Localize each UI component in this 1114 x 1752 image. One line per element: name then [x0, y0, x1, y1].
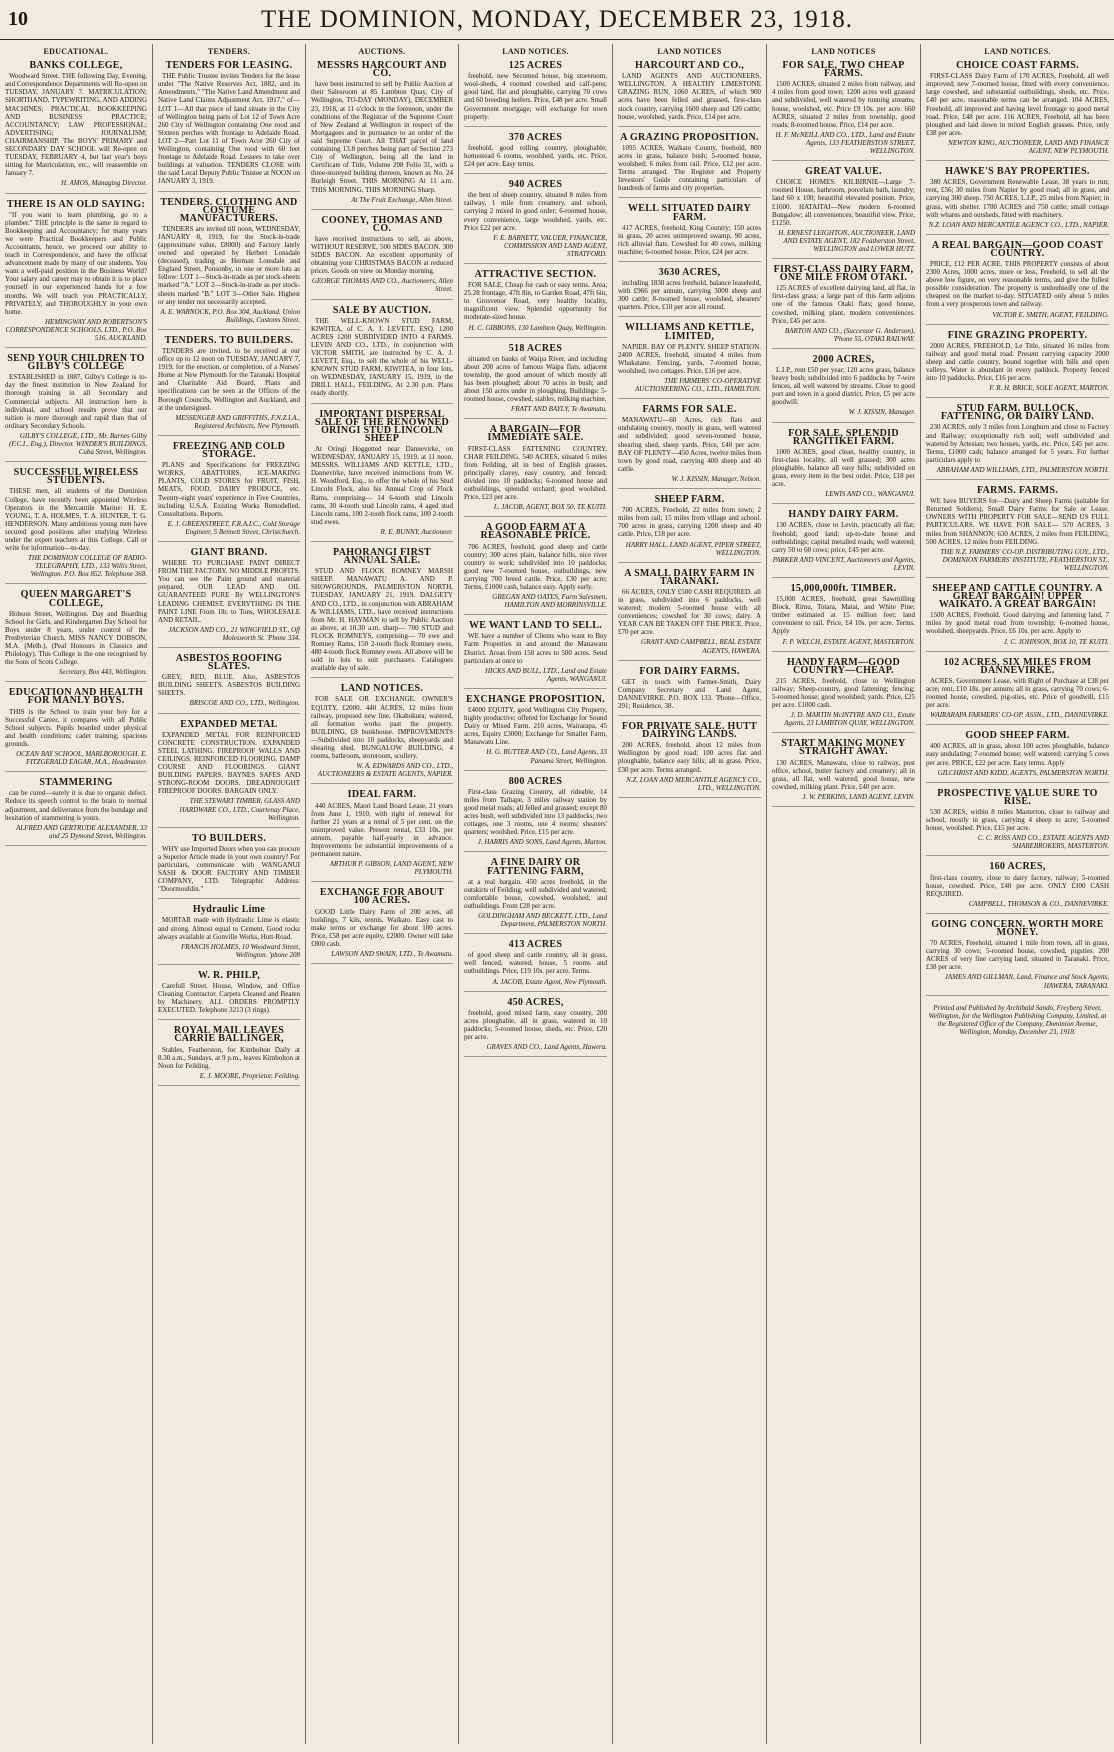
- column-heading: LAND NOTICES: [811, 47, 876, 56]
- ad-body: the best of sheep country, situated 8 miles from railway, 1 mile from creamery, and school, carrying 2 mixed in good order; 6-roomed house, every convenience, large woolshed, yards, etc. Price £22 per acre.: [464, 191, 607, 232]
- column-heading: EDUCATIONAL.: [43, 47, 109, 56]
- column-heading: AUCTIONS.: [358, 47, 406, 56]
- ad-title: A REAL BARGAIN—GOOD COAST COUNTRY.: [931, 239, 1104, 259]
- ad-title: HANDY DAIRY FARM.: [788, 509, 899, 521]
- ad-title: BANKS COLLEGE,: [29, 60, 123, 72]
- ad-body: 130 ACRES, close to Levin, practically all flat; freehold; good land; up-to-date house and outbuildings; capital metalled roads; well watered; carry 50 to 60 cows; price, £45 per acre.: [772, 521, 915, 554]
- ad-body: ESTABLISHED in 1887, Gilby's College is to-day the finest institution in New Zealand for thorough training in all Secondary and Commercial subjects. All instruction here is individual, and school results prove that our tuition is more thorough and rapid than that of ordinary Secondary Schools.: [5, 373, 147, 430]
- ad-signature: H. F. McNEILL AND CO., LTD., Land and Estate Agents, 133 FEATHERSTON STREET, WELLINGTON.: [775, 130, 915, 156]
- ad-body: 440 ACRES, Maori Land Board Lease, 21 years from June 1, 1910, with right of renewal for further 21 years at a rental of 5 per cent. on the unimproved value. Present rental, £33 10s. per annum, payable half-yearly in advance. Improvements for substantial improvements of a permanent nature.: [311, 801, 453, 859]
- ad-signature: F. R. H. BRICE, SOLE AGENT, MARTON.: [989, 384, 1109, 393]
- ad-body: LAND AGENTS AND AUCTIONEERS, WELLINGTON. A HEALTHY LIMESTONE GRAZING RUN. 1060 ACRES, of which 900 acres have been felled and grassed, first-class stock country, carrying 1600 sheep and 120 cattle; house, woolshed, yards. Price, £14 per acre.: [618, 72, 761, 121]
- ad-signature: J. D. MARTIN McINTYRE AND CO., Estate Agents, 23 LAMBTON QUAY, WELLINGTON.: [784, 711, 915, 728]
- ad-body: TENDERS are invited, to be received at our office up to 12 noon on TUESDAY, JANUARY 7, 1919, for the erection, or completion, of a Nurses' Home at New Plymouth for the Taranaki Hospital and Charitable Aid Board. Plans and specifications can be seen at the Offices of the Borough Councils, Wellington and Auckland, and at the undersigned.: [158, 347, 300, 412]
- advertisement: [464, 181, 607, 264]
- ad-signature: HARRY HALL, LAND AGENT, PIPER STREET, WELLINGTON.: [625, 540, 761, 557]
- ad-title: QUEEN MARGARET'S COLLEGE,: [20, 589, 132, 609]
- ad-title: MESSRS HARCOURT AND CO.: [317, 60, 447, 80]
- advertisement: [158, 196, 300, 330]
- ad-body: FOR SALE, Cheap for cash or easy terms. Area, 25.28 frontage, 47ft 8in, to Garden Road, 47ft 6in, to Grosvenor Road, very healthy locality, magnificent view. Splendid opportunity for moderate-sized house.: [464, 281, 607, 322]
- advertisement: [618, 62, 761, 127]
- ad-signature: JAMES AND GILLMAN, Land, Finance and Stock Agents, HAWERA, TARANAKI.: [944, 973, 1109, 990]
- ad-body: 125 ACRES of excellent dairying land, all flat, in first-class grass; a large part of this farm adjoins one of the famous Otaki flats; good house, cowshed, milking plant, modern conveniences. Price, £45 per acre.: [772, 284, 915, 325]
- ad-body: 130 ACRES, Manawatu, close to railway, post office, school, butter factory and creamery; all in grass, all flat, well watered; good house, new cowshed, milking plant. Price, £40 per acre.: [772, 758, 915, 791]
- advertisement: [158, 62, 300, 191]
- advertisement: [5, 355, 147, 462]
- advertisement: [926, 168, 1109, 235]
- ad-title: IDEAL FARM.: [347, 789, 417, 801]
- ad-title: WE WANT LAND TO SELL.: [468, 620, 603, 632]
- advertisement: [464, 859, 607, 934]
- advertisement: [618, 723, 761, 798]
- advertisement: [464, 941, 607, 991]
- ad-title: IMPORTANT DISPERSAL SALE OF THE RENOWNED ORINGI STUD LINCOLN SHEEP: [314, 408, 450, 444]
- ad-title: 2000 ACRES,: [812, 353, 875, 365]
- ad-title: SHEEP AND CATTLE COUNTRY. A GREAT BARGAIN! UPPER WAIKATO. A GREAT BARGAIN!: [932, 582, 1103, 611]
- ad-signature: H. C. GIBBONS, 130 Lambton Quay, Wellington.: [468, 323, 607, 332]
- advertisement: [926, 62, 1109, 161]
- ad-body: 380 ACRES, Government Renewable Lease, 38 years to run; rent, £56; 30 miles from Napier by good road; all in grass, and carrying 300 sheep. 750 ACRES, L.I.P., 25 miles from Napier; in grass, with shelter. 1780 ACRES and 750 cattle; small cottage with whares and outsheds, fitted with machinery.: [926, 178, 1109, 219]
- ad-body: have received instructions to sell, as above, WITHOUT RESERVE, 500 SIDES BACON. 300 SIDES BACON. An excellent opportunity of obtaining your CHRISTMAS BACON at reduced prices. Goods on view on Monday morning.: [311, 234, 453, 276]
- ad-signature: NEWTON KING, AUCTIONEER, LAND AND FINANCE AGENT, NEW PLYMOUTH.: [948, 138, 1109, 156]
- ad-body: NAPIER. BAY OF PLENTY. SHEEP STATION. 2400 ACRES, freehold, situated 4 miles from Whakatane. Fencing, yards, 7-roomed house, woolshed, two cottages. Price, £16 per acre.: [618, 342, 761, 375]
- ad-body: ACRES, Government Lease, with Right of Purchase at £38 per acre; rent, £10 18s. per annum; all in grass, carrying 70 cows; 6-roomed house, cowshed, pig-sties, etc. Price of goodwill, £15 per acre.: [926, 676, 1109, 710]
- ad-title: 160 ACRES,: [989, 861, 1046, 873]
- ad-body: freehold, good mixed farm, easy country, 200 acres ploughable, all in grass, watered in 10 paddocks; 5-roomed house, sheds, etc. Price, £20 per acre.: [464, 1008, 607, 1041]
- advertisement: [158, 718, 300, 828]
- ad-title: FOR DAIRY FARMS.: [639, 665, 740, 677]
- advertisement: [926, 239, 1109, 325]
- ad-signature: J. C. JOHNSON, BOX 10, TE KUITI.: [1003, 637, 1109, 646]
- ad-body: situated on banks of Waipa River, and including about 200 acres of famous Waipa flats, adjacent township, the good amount of which mostly all has been ploughed; about 70 acres in bush; and about 150 acres under in ploughing. Buildings: 5-roomed house, cowshed, stables, milking machine.: [464, 354, 607, 404]
- ad-body: WE have BUYERS for—Dairy and Sheep Farms (suitable for Returned Soldiers), Small Dairy Farms for Sale or Lease. OWNERS WITH PROPERTY FOR SALE—SEND US FULL PARTICULARS. WE HAVE FOR SALE— 570 ACRES, 3 miles from SHANNON; 630 ACRES, 2 miles from FEILDING; 500 ACRES, 12 miles from FEILDING.: [926, 497, 1109, 546]
- advertisement: [158, 440, 300, 542]
- advertisement: [772, 740, 915, 807]
- ad-title: FARMS. FARMS.: [976, 485, 1059, 497]
- ad-signature: W. J. KISSIN, Manager.: [848, 408, 915, 417]
- advertisement: [464, 426, 607, 517]
- ad-title: WILLIAMS AND KETTLE, LIMITED,: [624, 322, 755, 342]
- advertisement: [618, 324, 761, 399]
- advertisement: [772, 266, 915, 349]
- column-heading: TENDERS.: [207, 47, 251, 56]
- column-heading: LAND NOTICES: [657, 47, 722, 56]
- ad-title: START MAKING MONEY STRAIGHT AWAY.: [781, 738, 906, 758]
- ad-title: 102 ACRES, SIX MILES FROM DANNEVIRKE.: [943, 656, 1092, 676]
- ad-signature: GRAVES AND CO., Land Agents, Hawera.: [486, 1043, 607, 1052]
- advertisement: [158, 1027, 300, 1086]
- advertisement: [772, 427, 915, 505]
- ad-title: SHEEP FARM.: [654, 494, 725, 506]
- ad-body: freehold, new Secomed house, big storeroom, wool-sheds, 4 roomed cowshed and calf-pens; good land, flat and ploughable, carrying 70 cows and 60 breeding heifers. Price, £48 per acre. Small Government mortgage; will exchange for town property.: [464, 72, 607, 121]
- ad-signature: N.Z. LOAN AND MERCANTILE AGENCY CO., LTD., WELLINGTON.: [626, 775, 761, 792]
- ad-body: WE have a number of Clients who want to Buy Farm Properties in and around the Manawatu District. Areas from 150 acres to 500 acres. Send particulars at once to: [464, 632, 607, 665]
- advertisement: [464, 622, 607, 689]
- ad-title: 800 ACRES: [508, 775, 563, 787]
- ad-signature: PARKER AND VINCENT, Auctioneers and Agents, LEVIN.: [772, 555, 915, 572]
- ad-signature: J. HARRIS AND SONS, Land Agents, Marton.: [477, 838, 607, 847]
- advertisement: [311, 304, 453, 404]
- ad-body: Hobson Street, Wellington. Day and Boarding School for Girls, and Kindergarten Day School for Boys under 8 years, under control of the Presbyterian Church. MISS NANCY DOBSON, M.A. (Melb.), (Peal Honours in Classics and Philology). This College is the one recognised by the Sons of Scots College.: [5, 609, 147, 667]
- ad-signature: HEMINGWAY AND ROBERTSON'S CORRESPONDENCE SCHOOLS, LTD., P.O. Box 516. AUCKLAND.: [5, 317, 147, 342]
- ad-signature: THE STEWART TIMBER, GLASS AND HARDWARE CO., LTD., Courtenay Place, Wellington.: [179, 797, 300, 822]
- ad-signature: A. E. WARNOCK, P.O. Box 304, Auckland. Union Buildings, Customs Street.: [160, 307, 300, 324]
- ad-title: STUD FARM. BULLOCK, FATTENING, OR DAIRY LAND.: [940, 403, 1095, 423]
- ad-title: SUCCESSFUL WIRELESS STUDENTS.: [13, 467, 139, 487]
- advertisement: [311, 791, 453, 882]
- ad-signature: GEORGE THOMAS AND CO., Auctioneers, Allen Street.: [311, 277, 453, 294]
- ad-signature: E. J. MOORE, Proprietor, Feilding.: [199, 1071, 300, 1080]
- advertisement: [618, 665, 761, 716]
- ad-body: EXPANDED METAL FOR REINFORCED CONCRETE CONSTRUCTION. EXPANDED STEEL LATHING. FIREPROOF WALLS AND CEILINGS. REINFORCED FLOORING. DAMP COURSE AND FLOORINGS. GIANT BUILDING PAPERS. BAYNES SAFES AND STRONG-ROOM DOORS. DREADNOUGHT FIREPROOF DOORS. BARGAIN ONLY.: [158, 730, 300, 796]
- ad-title: HARCOURT AND CO.,: [634, 60, 745, 72]
- advertisement: [5, 198, 147, 349]
- ad-title: CHOICE COAST FARMS.: [956, 60, 1079, 72]
- ad-signature: GREGAN AND OATES, Farm Salesmen, HAMILTON AND MORRINSVILLE.: [492, 593, 607, 610]
- ad-signature: W. J. KISSIN, Manager, Nelson.: [671, 474, 761, 483]
- ad-title: 125 ACRES: [508, 60, 563, 72]
- ad-title: GREAT VALUE.: [805, 166, 882, 178]
- ad-title: A FINE DAIRY OR FATTENING FARM,: [487, 857, 584, 877]
- ad-body: 530 ACRES, within 8 miles Masterton, close to railway and school, mostly in grass, carrying 4 sheep to acre; 5-roomed house, woolshed. Price, £15 per acre.: [926, 807, 1109, 833]
- ad-body: THE Public Trustee invites Tenders for the lease under "The Native Reserves Act, 1882, and its Amendments," "The Native Land Amendment and Native Land Claims Adjustment Act, 1917," of— LOT 1—All that piece of land situate in the City of Wellington being parts of Lot 12 of Town Acre 260 City of Wellington containing One rood and Sixteen perches with frontage to Adelaide Road. LOT 2—Part Lot 11 of Town Acre 260 City of Wellington, containing One rood with 60 feet frontage to Adelaide Road. Lessees to take over buildings at valuation. TENDERS CLOSE with the said Local Deputy Public Trustee at NOON on JANUARY 3, 1919.: [158, 72, 300, 186]
- ad-title: 15,000,000ft. TIMBER.: [790, 582, 897, 594]
- ad-title: 518 ACRES: [508, 342, 563, 354]
- ad-signature: THE DOMINION COLLEGE OF RADIO-TELEGRAPHY, LTD., 133 Willis Street, Wellington. P.O. Box 852. Telephone 368.: [28, 554, 147, 579]
- page-number: 10: [8, 8, 28, 30]
- advertisement: [926, 329, 1109, 399]
- advertisement: [772, 353, 915, 423]
- ad-body: £4000 EQUITY, good Wellington City Property, highly productive; offered for Exchange for Sound Dairy or Mixed Farm. 210 acres, Wairarapa, 45 acres, Equity £3000; Exchange for Smaller Farm, Manawatu Line.: [464, 706, 607, 747]
- advertisement: [772, 656, 915, 734]
- ad-title: WELL SITUATED DAIRY FARM.: [628, 203, 751, 223]
- ad-body: 66 ACRES, ONLY £500 CASH REQUIRED. all in grass, subdivided into 6 paddocks, well watered; modern 5-roomed house with all conveniences; cowshed for 30 cows; dairy. A YEAR CAN BE TAKEN OFF THE PRICE. Price, £70 per acre.: [618, 587, 761, 637]
- column-heading: LAND NOTICES.: [984, 47, 1051, 56]
- ad-title: EXPANDED METAL: [180, 718, 278, 730]
- advertisement: [311, 889, 453, 964]
- ad-signature: W. A. EDWARDS AND CO., LTD., AUCTIONEERS & ESTATE AGENTS, NAPIER.: [317, 762, 453, 779]
- ad-body: CHOICE HOMES. KILBIRNIE—Large 7-roomed House, bathroom, porcelain bath, laundry; land 60 x 100; beautiful elevated position. Price, £1600. HATAITAI—New modern 6-roomed Bungalow; all conveniences; beautiful view. Price, £1250.: [772, 178, 915, 227]
- ad-signature: F. E. BARNETT, VALUER, FINANCIER, COMMISSION AND LAND AGENT, STRATFORD.: [493, 233, 607, 258]
- ad-title: FINE GRAZING PROPERTY.: [947, 329, 1088, 341]
- ad-title: TENDERS. CLOTHING AND COSTUME MANUFACTURERS.: [160, 196, 298, 224]
- ad-title: ATTRACTIVE SECTION.: [474, 268, 597, 280]
- ad-body: at a real bargain. 450 acres freehold, in the outskirts of Feilding; well subdivided and watered; comfortable house, cowshed, woolshed, and outbuildings. From £28 per acre.: [464, 877, 607, 910]
- masthead: [0, 0, 1114, 40]
- advertisement: [464, 524, 607, 615]
- advertisement: [618, 496, 761, 563]
- ad-signature: N.Z. LOAN AND MERCANTILE AGENCY CO., LTD., NAPIER.: [928, 220, 1109, 229]
- ad-body: "If you want to learn plumbing, go to a plumber." THE principle is the same in regard to Bookkeeping and Accountancy; for many years we were Practical Bookkeepers and Public Accountants, hence, we proceed our ability to teach in Correspondence, and have the official advancement made by many of our students. You want a well-paid position in the Business World? Your salary and career may to obtain it is to place yourself in our experienced hands for a few months. We will teach you PRACTICALLY, PRIVATELY, and THOROUGHLY in your own home.: [5, 210, 147, 316]
- column-3: [305, 44, 458, 1744]
- newspaper-title: THE DOMINION, MONDAY, DECEMBER 23, 1918.: [260, 6, 854, 33]
- column-2: [152, 44, 305, 1744]
- ad-title: EXCHANGE PROPOSITION.: [465, 693, 606, 705]
- ad-signature: LEWIS AND CO., WANGANUI.: [825, 490, 915, 499]
- advertisement: [311, 546, 453, 678]
- advertisement: [464, 62, 607, 127]
- ad-title: HANDY FARM—GOOD COUNTRY—CHEAP.: [786, 656, 901, 676]
- ad-signature: GRANT AND CAMPBELL, REAL ESTATE AGENTS, HAWERA.: [641, 638, 761, 655]
- column-5: [612, 44, 766, 1744]
- ad-body: 400 ACRES, all in grass, about 100 acres ploughable, balance easy undulating; 7-roomed house; well watered; carrying 5 cows per acre. PRICE, £22 per acre. Easy terms. Apply: [926, 742, 1109, 767]
- advertisement: [5, 779, 147, 846]
- ad-body: of good sheep and cattle country, all in grass, well fenced, watered; house, 5 rooms and outbuildings. Price, £19 10s. per acre. Terms.: [464, 951, 607, 976]
- advertisement: [158, 969, 300, 1020]
- advertisement: [618, 567, 761, 661]
- column-1: [0, 44, 152, 1744]
- ad-body: PLANS and Specifications for FREEZING WORKS, ABATTOIRS, ICE-MAKING PLANTS, COLD STORES for FRUIT, FISH, MEATS, FOOD, DAIRY PRODUCE, etc. Twenty-eight years' experience in Five Countries, including U.S.A. Existing Works Remodelled. Consultations. Reports.: [158, 461, 300, 518]
- ad-signature: ARTHUR P. GIBSON, LAND AGENT, NEW PLYMOUTH.: [329, 860, 453, 877]
- advertisement: [158, 655, 300, 714]
- ad-signature: E. J. GREENSTREET, F.R.A.I.C., Cold Storage Engineer, 5 Bennett Street, Christchurch.: [167, 519, 300, 536]
- advertisement: [926, 487, 1109, 578]
- ad-body: PRICE, £12 PER ACRE. THIS PROPERTY consists of about 2300 Acres, 1000 acres, more or less, Freehold, to sell all the above low figure, on very reasonable terms, and give the fullest possible consideration. The property is undoubtedly one of the cheapest on the market to-day. SITUATED only about 5 miles from a very prosperous town and railway.: [926, 259, 1109, 309]
- ad-title: FOR PRIVATE SALE. HUTT DAIRYING LANDS.: [621, 721, 758, 741]
- ad-body: first-class country, close to dairy factory, railway; 5-roomed house, cowshed. Price, £40 per acre. ONLY £300 CASH REQUIRED.: [926, 873, 1109, 898]
- advertisement: [926, 863, 1109, 913]
- advertisement: [926, 405, 1109, 480]
- ad-body: Carefull Street. House, Window, and Office Cleaning Contractor. Carpets Cleaned and Beaten by Machinery. ALL ORDERS PROMPTLY EXECUTED. Telephone 3213 (3 rings).: [158, 982, 300, 1015]
- ad-signature: JACKSON AND CO., 21 WINGFIELD ST., Off Molesworth St. 'Phone 334.: [168, 625, 300, 642]
- ad-title: PROSPECTIVE VALUE SURE TO RISE.: [937, 787, 1098, 807]
- ad-title: SEND YOUR CHILDREN TO GILBY'S COLLEGE: [7, 353, 145, 373]
- advertisement: [5, 469, 147, 584]
- ad-title: A BARGAIN—FOR IMMEDIATE SALE.: [487, 424, 584, 444]
- advertisement: [464, 775, 607, 853]
- advertisement: [311, 214, 453, 300]
- ad-signature: H. AMOS, Managing Director.: [61, 179, 147, 188]
- ad-signature: At The Fruit Exchange, Allen Street.: [351, 195, 453, 204]
- ad-body: freehold, good rolling country, ploughable; homestead 6 rooms, woolshed, yards, etc. Price, £24 per acre. Easy terms.: [464, 143, 607, 169]
- ad-title: GOING CONCERN. WORTH MORE MONEY.: [931, 918, 1104, 938]
- advertisement: [618, 406, 761, 489]
- ad-title: A SMALL DAIRY FARM IN TARANAKI.: [624, 567, 755, 587]
- ad-body: 200 ACRES, freehold, about 12 miles from Wellington by good road; 100 acres flat and ploughable, balance easy hills; all in grass. Price, £30 per acre. Terms arranged.: [618, 741, 761, 774]
- ad-body: At Oringi Hoggetted near Dannevirke, on WEDNESDAY, JANUARY 15, 1919, at 11 noon. MESSRS. WILLIAMS AND KETTLE, LTD., Dannevirke, have received instructions from W. H. Woodford, Esq., to offer the whole of his Stud Lincoln Flock, also his Annual Crop of Flock Rams, comprising— 14 6-tooth stud Lincoln rams, 30 4-tooth stud Lincoln rams, 4 aged stud Lincoln rams, 100 2-tooth flock rams, 100 2-tooth stud ewes.: [311, 444, 453, 526]
- ad-signature: BRISCOE AND CO., LTD., Wellington.: [189, 699, 300, 708]
- ad-signature: H. ERNEST LEIGHTON, AUCTIONEER, LAND AND ESTATE AGENT, 182 Featherston Street, WELLINGTON and LOWER HUTT.: [778, 228, 915, 253]
- ad-body: 1500 ACRES, Freehold. Good dairying and fattening land, 7 miles by good metal road from township; 6-roomed house, woolshed, sheepyards. Price, £6 10s. per acre. Apply to: [926, 611, 1109, 636]
- ad-signature: ALFRED AND GERTRUDE ALEXANDER, 33 and 25 Dymond Street, Wellington.: [16, 823, 147, 840]
- advertisement: [772, 511, 915, 578]
- ad-title: PAHORANGI FIRST ANNUAL SALE.: [333, 546, 431, 567]
- ad-body: including 1830 acres freehold, balance leasehold, with £966 per annum, carrying 3000 sheep and 300 cattle; 8-roomed house, woolshed, shearers' quarters. Price, £10 per acre all round.: [618, 279, 761, 312]
- advertisement: [926, 918, 1109, 996]
- ad-body: GET in touch with Farmer-Smith, Dairy Company Secretary and Land Agent, DANNEVIRKE. P.O. BOX 133. 'Phone—Office, 291; Residence, 38.: [618, 677, 761, 710]
- advertisement: [464, 996, 607, 1058]
- ad-signature: FRANCIS HOLMES, 10 Woodward Street, Wellington. 'phone 208: [181, 942, 300, 959]
- ad-body: 417 ACRES, freehold, King Country; 150 acres in grass, 20 acres unimproved swamp, 90 acres, rich alluvial flats. Cowshed for 40 cows, milking machine; 6-roomed house. Price, £24 per acre.: [618, 223, 761, 256]
- ad-title: FARMS FOR SALE.: [642, 404, 737, 416]
- ad-title: FOR SALE, TWO CHEAP FARMS.: [782, 60, 905, 80]
- ad-body: STUD AND FLOCK ROMNEY MARSH SHEEP. MANAWATU A. AND P. SHOWGROUNDS, PALMERSTON NORTH, TUESDAY, JANUARY 21, 1919. DALGETY AND CO., LTD., in conjunction with ABRAHAM & WILLIAMS, LTD., have received instructions from Mr. H. HAYMAN to sell by Public Auction as above, at 10.30 a.m. sharp— 700 STUD and FLOCK ROMNEYS, comprising— 70 ewe and Romney Rams, 150 2-tooth flock Romney ewes, 480 4-tooth flock Romney ewes. All above will be sold in lots to suit purchasers. Catalogues available day of sale.: [311, 567, 453, 673]
- advertisement: [158, 832, 300, 900]
- ad-title: FOR SALE, SPLENDID RANGITIKEI FARM.: [788, 427, 899, 447]
- ad-title: 450 ACRES,: [507, 996, 564, 1008]
- advertisement: [311, 685, 453, 784]
- column-6: [766, 44, 920, 1744]
- ad-title: TO BUILDERS.: [192, 832, 266, 844]
- ad-title: SALE BY AUCTION.: [332, 304, 432, 316]
- ad-signature: F. P. WELCH, ESTATE AGENT, MASTERTON.: [782, 637, 915, 646]
- ad-title: 3630 ACRES,: [658, 266, 721, 278]
- ad-body: 15,000 ACRES, freehold, great Sawmilling Block. Rimu, Totara, Matai, and White Pine; timber estimated at 15 million feet; land convenient to rail. Price, £4 10s. per acre. Terms. Apply: [772, 595, 915, 636]
- column-7: [920, 44, 1114, 1744]
- advertisement: [464, 131, 607, 174]
- ad-body: GREY, RED, BLUE. Also, ASBESTOS BUILDING SHEETS. ASBESTOS BUILDING SHEETS.: [158, 673, 300, 698]
- ad-body: have been instructed to sell by Public Auction at their Salesroom at 85 Lambton Quay, City of Wellington, TO-DAY (MONDAY), DECEMBER 23, 1918, at 11 o'clock in the forenoon, under the conditions of the Registrar of the Supreme Court of New Zealand at Wellington in respect of the Mortgagees and in pursuance to an order of the said Supreme Court. All THAT parcel of land containing 13.8 perches being part of Section 273 City of Wellington, being all the land in Certificate of Title, Volume 208 Folio 31, with a three-storeyed building thereon, known as No. 24 Burleigh Street. THIS MORNING At 11 a.m. THIS MORNING. THIS MORNING Sharp.: [311, 80, 453, 194]
- ad-title: LAND NOTICES.: [340, 683, 424, 695]
- column-heading: LAND NOTICES.: [502, 47, 569, 56]
- ad-body: 1000 ACRES, good clean, healthy country, in first-class locality, all well grassed; 300 acres ploughable, balance all easy hills; subdivided on grass, every item in the best order. Price, £18 per acre.: [772, 447, 915, 489]
- advertisement: [5, 689, 147, 772]
- ad-title: HAWKE'S BAY PROPERTIES.: [945, 166, 1090, 178]
- ad-body: 1095 ACRES, Waikato County, freehold, 800 acres in grass, balance bush; 5-roomed house, woolshed; 6 miles from rail. Price, £12 per acre. Terms arranged. The Register and Property Investors' Guide containing particulars of hundreds of farms and city properties.: [618, 143, 761, 193]
- ad-body: Stables, Featherston, for Kimbolton Daily at 8.30 a.m., Sundays, at 9 p.m., leaves Kimbolton at Noon for Feilding.: [158, 1045, 300, 1070]
- ad-title: EXCHANGE FOR ABOUT 100 ACRES.: [319, 887, 445, 907]
- ad-signature: ABRAHAM AND WILLIAMS, LTD., PALMERSTON NORTH.: [936, 465, 1109, 474]
- advertisement: [772, 582, 915, 652]
- advertisement: [926, 732, 1109, 782]
- advertisement: [926, 582, 1109, 652]
- advertisement: [926, 656, 1109, 726]
- ad-signature: LAWSON AND SWAIN, LTD., Te Awamutu.: [331, 950, 453, 958]
- ad-signature: WAIRARAPA FARMERS' CO-OP. ASSN., LTD., DANNEVIRKE.: [930, 711, 1109, 720]
- ad-body: 70 ACRES, Freehold, situated 1 mile from town, all in grass, carrying 30 cows; 5-roomed house, cowshed, pigsties. 200 ACRES of very fine carrying land, situated in Taranaki. Price, £38 per acre.: [926, 939, 1109, 972]
- ad-body: FOR SALE OR EXCHANGE. OWNER'S EQUITY, £2000. 440 ACRES, 12 miles from railway, proposed new line, Okahukura; watered, all formation works past the property. BUILDING, £8 bunkhouse. IMPROVEMENTS—Subdivided into 10 paddocks, sheepyards and shearing shed. BUNGALOW BUILDING, 4 rooms, bathroom, storeroom, scullery.: [311, 695, 453, 761]
- ad-body: can be cured—surely it is due to organic defect. Reduce its speech control to the brain to normal adjustment, and deliverance from the bondage and hesitation of stammering is yours.: [5, 789, 147, 822]
- ad-title: 370 ACRES: [508, 131, 563, 143]
- ad-body: FIRST-CLASS FATTENING COUNTRY, CHAR FEILDING. 540 ACRES, situated 5 miles from Feilding, all in best of English grasses, principally clayey, easy country, and fenced; divided into 10 paddocks; 6-roomed house and outbuildings, splendid orchard; good woolshed. Price, £23 per acre.: [464, 444, 607, 502]
- advertisement: [158, 906, 300, 965]
- ad-title: COONEY, THOMAS AND CO.: [321, 214, 443, 234]
- ad-signature: A. JACOB, Estate Agent, New Plymouth.: [492, 977, 607, 986]
- advertisement: [311, 62, 453, 210]
- ad-body: WHERE TO PURCHASE PAINT DIRECT FROM THE FACTORY. NO MIDDLE PROFITS. You can see the Paint ground and material prepared. OUR LEAD AND OIL GUARANTEED PURE By WELLINGTON'S LEADING CHEMIST. EVERYTHING IN THE PAINT LINE From 1lb. to Tons, WHOLESALE AND RETAIL.: [158, 559, 300, 624]
- ad-title: ROYAL MAIL LEAVES CARRIE BALLINGER,: [173, 1025, 285, 1045]
- advertisement: [772, 168, 915, 259]
- column-4: [458, 44, 612, 1744]
- ad-body: MORTAR made with Hydraulic Lime is elastic and strong. Almost equal to Cement. Good rocks always available at Gonville Works, Hutt-Road.: [158, 916, 300, 941]
- ad-body: 230 ACRES, only 3 miles from Longburn and close to Factory and Railway; exceptionally rich soil; well subdivided and watered by Artesian; two houses, yards, etc. Price, £45 per acre. Terms, £1000 cash; balance arranged for 5 years. For further particulars apply to: [926, 423, 1109, 464]
- ad-body: 2000 ACRES, FREEHOLD, Le Title, situated 16 miles from railway and good metal road. Present carrying capacity 2000 sheep and cattle country, bound together with hills and open valleys. Water is abundant in every paddock. Property fenced into 10 paddocks. Price, £16 per acre.: [926, 341, 1109, 383]
- printer-imprint: Printed and Published by Archibald Sando, Freyberg Street, Wellington, for the Wellington Publishing Company, Limited, at the Registered Office of the Company, Dominion Avenue, Wellington, Monday, December 23, 1918.: [928, 1003, 1107, 1036]
- ad-signature: FRATT AND BAYLY, Te Awamutu.: [511, 405, 607, 414]
- ad-title: GOOD SHEEP FARM.: [965, 730, 1070, 742]
- ad-title: 413 ACRES: [508, 939, 563, 951]
- ad-title: Hydraulic Lime: [192, 904, 266, 916]
- ad-title: EDUCATION AND HEALTH FOR MANLY BOYS.: [8, 687, 144, 707]
- ad-signature: OCEAN BAY SCHOOL, MARLBOROUGH. E. FITZGERALD EAGAR, M.A., Headmaster.: [16, 750, 147, 767]
- ad-signature: R. E. BUNNY, Auctioneer.: [380, 527, 453, 536]
- ad-title: TENDERS FOR LEASING.: [165, 60, 293, 72]
- ad-signature: J. W. PERKINS, LAND AGENT, LEVIN.: [802, 792, 915, 801]
- ad-signature: BARTON AND CO., (Successor G. Anderson), 'Phone 55, OTAKI RAILWAY.: [784, 326, 915, 343]
- advertisement: [464, 268, 607, 338]
- ad-body: 215 ACRES, freehold, close to Wellington railway; Sheep-country, good fattening; fencing; 5-roomed house; good woolshed; yards. Price, £25 per acre. £1000 cash.: [772, 676, 915, 710]
- ad-signature: GILBY'S COLLEGE, LTD., Mr. Barnes Gilby (F.C.I., Eng.), Director. WINDER'S BUILDINGS, Cuba Street, Wellington.: [9, 431, 147, 457]
- ad-signature: C. C. ROSS AND CO., ESTATE AGENTS AND SHAREBROKERS, MASTERTON.: [977, 834, 1109, 851]
- ad-title: STAMMERING: [39, 777, 113, 789]
- advertisement: [158, 546, 300, 648]
- ad-body: L.I.P., rent £50 per year; 120 acres grass, balance heavy bush; subdivided into 6 paddocks by 7-wire fences, all well watered by streams. Close to good port and town in a good district. Price, £5 per acre goodwill.: [772, 366, 915, 407]
- ad-title: W. R. PHILP,: [197, 969, 261, 981]
- ad-title: FREEZING AND COLD STORAGE.: [172, 440, 286, 461]
- ad-body: 1500 ACRES, situated 2 miles from railway, and 4 miles from good town; 1200 acres well grassed and subdivided, well watered by running streams; house, woolshed, etc. Price £9 10s. per acre. 660 ACRES, situated 2 miles from township, good roads; 8-roomed house. Price, £14 per acre.: [772, 80, 915, 129]
- advertisement: [772, 62, 915, 161]
- advertisement: [311, 408, 453, 542]
- ad-signature: L. JACOB, AGENT, BOX 50, TE KUITI.: [493, 503, 607, 512]
- ad-title: FIRST-CLASS DAIRY FARM, ONE MILE FROM OTAKI.: [773, 264, 914, 284]
- ad-signature: GOLDINGHAM AND BECKETT, LTD., Land Department, PALMERSTON NORTH.: [478, 911, 607, 929]
- ad-title: THERE IS AN OLD SAYING:: [6, 198, 146, 210]
- advertisement: [618, 266, 761, 317]
- ad-signature: GILCHRIST AND KIDD, AGENTS, PALMERSTON NORTH.: [937, 768, 1109, 777]
- ad-body: FIRST-CLASS Dairy Farm of 170 ACRES, Freehold, all well improved; new 7-roomed house, fitted with every convenience, large cowshed, and substantial outbuildings, sheds, etc. Price, £40 per acre, reasonable terms can be arranged. 104 ACRES, Freehold, all improved and having level frontage to good metal road. Price, £48 per acre. 116 ACRES, Freehold, all has been ploughed and laid down in mixed English grasses. Price, only £38 per acre.: [926, 72, 1109, 137]
- advertisement: [5, 591, 147, 682]
- ad-body: First-class Grazing Country, all rideable, 14 miles from Taihape, 3 miles railway station by good metal roads; all felled and grassed; except 80 acres bush, well subdivided into 13 paddocks; two cottages, one 3 rooms, one 4 rooms; shearers' quarters; woolshed. Price, £15 per acre.: [464, 787, 607, 837]
- ad-body: THESE men, all students of the Dominion College, have recently been appointed Wireless Operators in the Mercantile Marine: H. E. YOUNG, T. A. HOLMES, T. A. HUNTER, T. G. HENDERSON. Many ambitious young men have secured good positions after studying Wireless under the expert teachers at this College. Call or write for information—to-day.: [5, 487, 147, 553]
- ad-signature: THE N.Z. FARMERS' CO-OP. DISTRIBUTING COY., LTD., DOMINION FARMERS' INSTITUTE, FEATHERSTON ST., WELLINGTON.: [940, 547, 1109, 572]
- ad-body: THIS is the School to train your boy for a Successful Career, it compares with all Public School subjects. Pupils boarded under physical and health conditions; cadet training; spacious grounds.: [5, 707, 147, 748]
- ad-body: WHY use Imported Doors when you can procure a Superior Article made in your own country? For particulars, communicate with WANGANUI SASH & DOOR FACTORY AND TIMBER COMPANY, LTD. Telegraphic Address: "Doormouldin.": [158, 844, 300, 894]
- ad-body: 700 ACRES, Freehold, 22 miles from town; 2 miles from rail; 15 miles from village and school. 700 acres in grass, carrying 1200 sheep and 40 cattle. Price, £18 per acre.: [618, 506, 761, 539]
- ad-title: A GRAZING PROPOSITION.: [620, 131, 759, 143]
- advertisement: [158, 334, 300, 436]
- advertisement: [464, 693, 607, 771]
- ad-body: MANAWATU—60 Acres, rich flats and undulating country, mostly in grass, well watered and subdivided; good seven-roomed house, shearing shed, sheep yards. Price, £40 per acre. BAY OF PLENTY—450 Acres, twelve miles from town by good road, carrying 400 sheep and 40 cattle.: [618, 416, 761, 473]
- ad-body: Woodward Street. THE following Day, Evening, and Correspondence Departments will Re-open on TUESDAY, JANUARY 7. MATRICULATION; SHORTHAND, TYPEWRITING, AND ADDING MACHINES; PRACTICAL BOOKKEEPING AND BUSINESS PRACTICE; ACCOUNTANCY; LAW PROFESSIONAL; ADVERTISING; JOURNALISM; CHAIRMANSHIP. The BOYS' PRIMARY and SECONDARY DAY SCHOOL will Re-open on TUESDAY, FEBRUARY 4, but last year's boys sitting for Matriculation, etc., will reassemble on January 7.: [5, 72, 147, 178]
- advertisement: [618, 205, 761, 262]
- ad-title: 940 ACRES: [508, 179, 563, 191]
- ad-title: TENDERS. TO BUILDERS.: [164, 334, 294, 346]
- advertisement: [926, 787, 1109, 857]
- ad-title: GIANT BRAND.: [190, 546, 268, 558]
- ad-signature: VICTOR E. SMITH, AGENT, FEILDING.: [992, 310, 1109, 319]
- ad-body: TENDERS are invited till noon, WEDNESDAY, JANUARY 8, 1919, for the Stock-in-trade (approximate value, £8000) and Factory lately owned and operated by Herbert Lonsdale (deceased), trading as Herman Lonsdale and England Street, Ponsonby, in one or more lots as follow: LOT 1—Stock-in-trade as per stock-sheets marked "A." LOT 2—Stock-in-trade as per stock-sheets marked "B." LOT 3—Other Sale. Highest or any tender not necessarily accepted.: [158, 224, 300, 306]
- ad-signature: H. G. RUTTER AND CO., Land Agents, 33 Panama Street, Wellington.: [486, 748, 607, 765]
- advertisement: [5, 62, 147, 193]
- ad-signature: CAMPBELL, THOMSON & CO., DANNEVIRKE.: [968, 899, 1109, 908]
- ad-signature: THE FARMERS' CO-OPERATIVE AUCTIONEERING CO., LTD., HAMILTON.: [635, 377, 761, 394]
- advertisement: [618, 131, 761, 199]
- ad-body: GOOD Little Dairy Farm of 200 acres, all buildings, 7 kils, tennis, Waikato. Easy cast to make terms or exchange for about 100 acres. Price, £58 per acre equity, £2000. Owner will take £800 cash.: [311, 907, 453, 948]
- advertisement: [464, 342, 607, 420]
- ad-signature: HICKS AND BULL, LTD., Land and Estate Agents, WANGANUI.: [484, 666, 607, 683]
- ad-body: 706 ACRES, freehold, good sheep and cattle country; 300 acres plain, balance hills, nice river country to work; subdivided into 10 paddocks; good new 7-roomed house, outbuildings, new carrying 700 breed cattle. Price, £30 per acre; Terms, £1000 cash, balance easy. Apply early.: [464, 542, 607, 591]
- ad-body: THE WELL-KNOWN STUD FARM, KIWITEA, of C. A. J. LEVETT, ESQ. 1200 ACRES 1200 SUBDIVIDED INTO 4 FARMS. LEVIN AND CO., LTD., in conjunction with VICTOR SMITH, are instructed by C. A. J. LEVETT, Esq., to sell the whole of his WELL-KNOWN STUD FARM, KIWITEA, in four lots, on WEDNESDAY, JANUARY 15, 1919, in the DRILL HALL, FEILDING, At 2.30 p.m. Plans ready shortly.: [311, 316, 453, 398]
- ad-signature: Secretary, Box 443, Wellington.: [58, 668, 147, 677]
- ad-title: A GOOD FARM AT A REASONABLE PRICE.: [480, 522, 591, 542]
- ad-signature: MESSENGER AND GRIFFITHS, F.N.Z.I.A., Registered Architects, New Plymouth.: [175, 413, 300, 430]
- ad-title: ASBESTOS ROOFING SLATES.: [175, 653, 283, 673]
